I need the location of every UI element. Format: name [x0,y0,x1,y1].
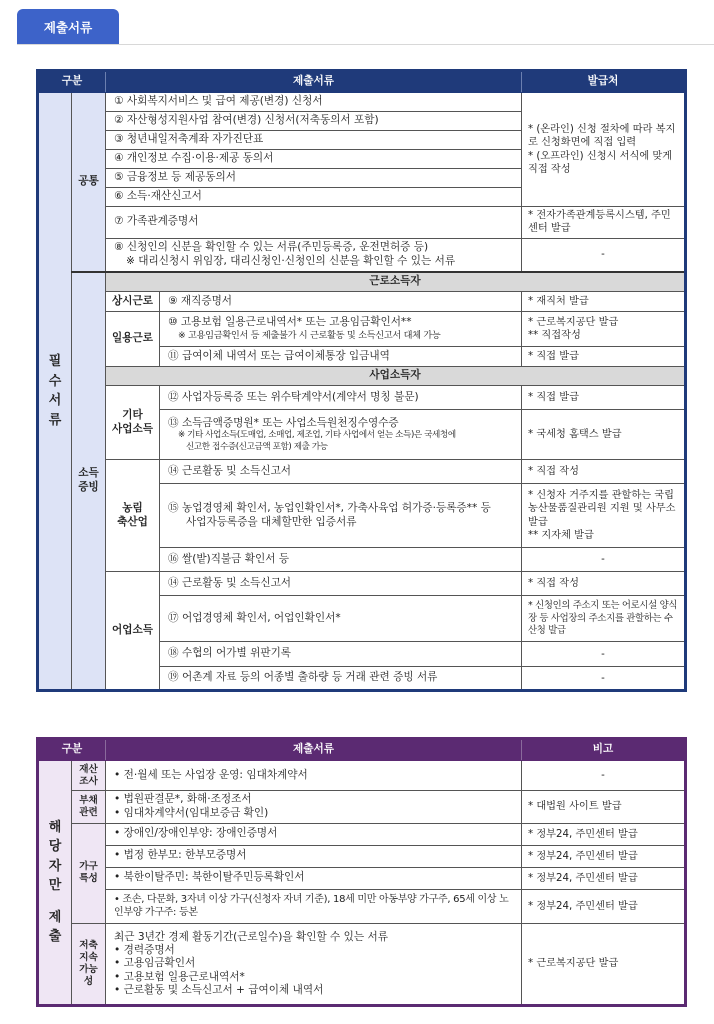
section-row-wage [38,272,686,291]
issuer-9: * 재직처 발급 [522,292,686,312]
doc-15: ⑮ 농업경영체 확인서, 농업인확인서*, 가축사육업 허가증·등록증** 등 사업자등록증을 대체할만한 입증서류 [160,484,522,548]
doc-8: ⑧ 신청인의 신분을 확인할 수 있는 서류(주민등록증, 운전면허증 등) ※ 대리신청시 위임장, 대리신청인·신청인의 신분을 확인할 수 있는 서류 [106,238,522,272]
table-row [38,923,686,1005]
issuer-14-fish: * 직접 작성 [522,572,686,596]
sub-agriculture: 농림 축산업 [106,460,160,572]
table-row [38,867,686,889]
table-row [38,292,686,312]
category-debt: 부채 관련 [72,791,106,824]
conditional-documents-table [36,737,687,1007]
doc-4: ④ 개인정보 수집·이용·제공 동의서 [106,150,522,169]
sub-fishery: 어업소득 [106,572,160,691]
table-row [38,845,686,867]
required-documents-table [36,69,687,692]
category-income-proof: 소득 증빙 [72,272,106,690]
doc-2: ② 자산형성지원사업 참여(변경) 신청서(저축동의서 포함) [106,112,522,131]
table-row [38,889,686,923]
table-row [38,238,686,272]
remark-property: - [522,761,686,791]
issuer-8: - [522,238,686,272]
table-row [38,823,686,845]
doc-household-2: • 법정 한부모: 한부모증명서 [106,845,522,867]
issuer-12: * 직접 발급 [522,386,686,410]
issuer-16: - [522,548,686,572]
category-common: 공통 [72,93,106,273]
doc-11: ⑪ 급여이체 내역서 또는 급여이체통장 입금내역 [160,347,522,367]
issuer-7: * 전자가족관계등록시스템, 주민센터 발급 [522,207,686,239]
section-business-earner: 사업소득자 [106,367,686,386]
doc-16: ⑯ 쌀(밭)직불금 확인서 등 [160,548,522,572]
remark-household-4: * 정부24, 주민센터 발급 [522,889,686,923]
header-remarks: 비고 [522,739,686,761]
table-row [38,761,686,791]
table-row [38,93,686,112]
category-applicable-only: 해 당 자 만 제 출 [38,761,72,1006]
section-row-business [38,367,686,386]
doc-property: • 전·월세 또는 사업장 운영: 임대차계약서 [106,761,522,791]
issuer-19: - [522,667,686,691]
category-household: 가구 특성 [72,823,106,923]
category-savings-sustainability: 저축 지속 가능 성 [72,923,106,1005]
doc-9: ⑨ 재직증명서 [160,292,522,312]
table-header-row [38,71,686,93]
doc-1: ① 사회복지서비스 및 급여 제공(변경) 신청서 [106,93,522,112]
remark-household-3: * 정부24, 주민센터 발급 [522,867,686,889]
remark-savings: * 근로복지공단 발급 [522,923,686,1005]
remark-household-1: * 정부24, 주민센터 발급 [522,823,686,845]
table-row [38,572,686,596]
header-issuer: 발급처 [522,71,686,93]
issuer-18: - [522,642,686,667]
sub-regular-work: 상시근로 [106,292,160,312]
header-category: 구분 [38,739,106,761]
sub-other-business: 기타 사업소득 [106,386,160,460]
doc-5: ⑤ 금융정보 등 제공동의서 [106,169,522,188]
doc-debt: • 법원판결문*, 화해·조정조서 • 임대차계약서(임대보증금 확인) [106,791,522,824]
tab-bar [0,0,714,46]
issuer-11: * 직접 발급 [522,347,686,367]
header-documents: 제출서류 [106,71,522,93]
issuer-17: * 신청인의 주소지 또는 어로시설 양식장 등 사업장의 주소지를 관할하는 수산청 발급 [522,596,686,642]
issuer-15: * 신청자 거주지를 관할하는 국립농산물품질관리원 지원 및 사무소 발급 ** 지자체 발급 [522,484,686,548]
table-row [38,207,686,239]
doc-14-agri: ⑭ 근로활동 및 소득신고서 [160,460,522,484]
remark-debt: * 대법원 사이트 발급 [522,791,686,824]
doc-12: ⑫ 사업자등록증 또는 위수탁계약서(계약서 명칭 불문) [160,386,522,410]
doc-household-3: • 북한이탈주민: 북한이탈주민등록확인서 [106,867,522,889]
issuer-14-agri: * 직접 작성 [522,460,686,484]
tab-divider [17,44,714,45]
table-row [38,386,686,410]
table-row [38,460,686,484]
doc-household-1: • 장애인/장애인부양: 장애인증명서 [106,823,522,845]
header-category: 구분 [38,71,106,93]
doc-13: ⑬ 소득금액증명원* 또는 사업소득원천징수영수증 ※ 기타 사업소득(도매업, 소매업, 제조업, 기타 사업에서 얻는 소득)은 국세청에 신고한 접수증(신고금액 포함) 제출 가능 [160,410,522,460]
issuer-10: * 근로복지공단 발급 ** 직접작성 [522,312,686,347]
doc-14-fish: ⑭ 근로활동 및 소득신고서 [160,572,522,596]
doc-3: ③ 청년내일저축계좌 자가진단표 [106,131,522,150]
sub-daily-work: 일용근로 [106,312,160,367]
header-documents: 제출서류 [106,739,522,761]
table-header-row [38,739,686,761]
category-required-documents: 필 수 서 류 [38,93,72,691]
doc-18: ⑱ 수협의 어가별 위판기록 [160,642,522,667]
table-row [38,312,686,347]
doc-6: ⑥ 소득·재산신고서 [106,188,522,207]
section-wage-earner: 근로소득자 [106,272,686,291]
doc-household-4: • 조손, 다문화, 3자녀 이상 가구(신청자 자녀 기준), 18세 미만 아동부양 가구주, 65세 이상 노인부양 가구주: 등본 [106,889,522,923]
doc-19: ⑲ 어촌계 자료 등의 어종별 출하량 등 거래 관련 증빙 서류 [160,667,522,691]
table-row [38,791,686,824]
remark-household-2: * 정부24, 주민센터 발급 [522,845,686,867]
doc-17: ⑰ 어업경영체 확인서, 어업인확인서* [160,596,522,642]
category-property: 재산 조사 [72,761,106,791]
issuer-online-offline: * (온라인) 신청 절차에 따라 복지로 신청화면에 직접 입력 * (오프라인) 신청시 서식에 맞게 직접 작성 [522,93,686,207]
doc-10: ⑩ 고용보험 일용근로내역서* 또는 고용임금확인서** ※ 고용임금확인서 등 제출불가 시 근로활동 및 소득신고서 대체 가능 [160,312,522,347]
issuer-13: * 국세청 홈택스 발급 [522,410,686,460]
doc-7: ⑦ 가족관계증명서 [106,207,522,239]
tab-submission-documents[interactable]: 제출서류 [17,9,119,45]
doc-savings: 최근 3년간 경제 활동기간(근로일수)을 확인할 수 있는 서류 • 경력증명서 • 고용임금확인서 • 고용보험 일용근로내역서* • 근로활동 및 소득신고서 + 급여이체 내역서 [106,923,522,1005]
